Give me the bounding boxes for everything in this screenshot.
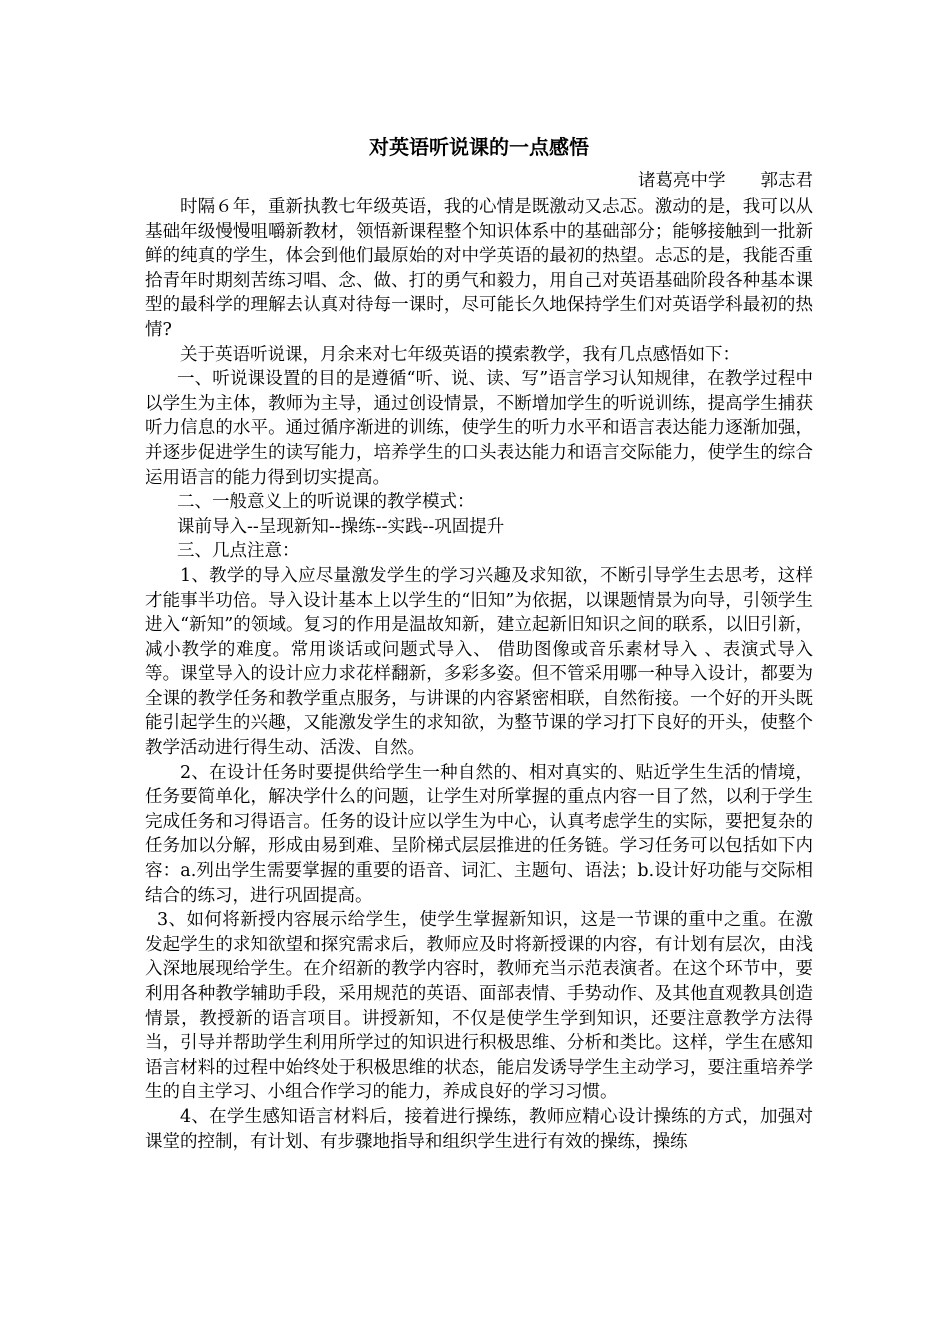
paragraph-lead: 关于英语听说课，月余来对七年级英语的摸索教学，我有几点感悟如下： — [180, 344, 740, 365]
document-title: 对英语听说课的一点感悟 — [369, 135, 589, 159]
author-byline: 诸葛亮中学 郭志君 — [638, 171, 813, 191]
paragraph-point-4: 4、在学生感知语言材料后，接着进行操练，教师应精心设计操练的方式，加强对课堂的控制，有计划、有步骤地指导和组织学生进行有效的操练，操练 — [145, 1106, 813, 1152]
paragraph-section-3: 三、几点注意： — [177, 541, 300, 562]
paragraph-point-2: 2、在设计任务时要提供给学生一种自然的、相对真实的、贴近学生生活的情境，任务要简单化，解决学什么的问题，让学生对所掌握的重点内容一目了然，以利于学生完成任务和习得语言。任务的设计应以学生为中心，认真考虑学生的实际，要把复杂的任务加以分解，形成由易到难、呈阶梯式层层推进的任务链。学习任务可以包括如下内容：a.列出学生需要掌握的重要的语音、词汇、主题句、语法；b.设计好功能与交际相结合的练习，进行巩固提高。 — [145, 762, 813, 906]
paragraph-section-2: 二、一般意义上的听说课的教学模式： — [177, 492, 475, 513]
paragraph-point-1: 1、教学的导入应尽量激发学生的学习兴趣及求知欲，不断引导学生去思考，这样才能事半功倍。导入设计基本上以学生的“旧知”为依据，以课题情景为向导，引领学生进入“新知”的领域。复习的作用是温故知新，建立起新旧知识之间的联系，以旧引新，减小教学的难度。常用谈话或问题式导入、 借助图像或音乐素材导入 、表演式导入等。课堂导入的设计应力求花样翻新，多彩多姿。但不管采用哪一种导入设计，都要为全课的教学任务和教学重点服务，与讲课的内容紧密相联，自然衔接。一个好的开头既能引起学生的兴趣，又能激发学生的求知欲，为整节课的学习打下良好的开头，使整个教学活动进行得生动、活泼、自然。 — [145, 565, 813, 759]
paragraph-point-3: 3、如何将新授内容展示给学生，使学生掌握新知识，这是一节课的重中之重。在激发起学生的求知欲望和探究需求后，教师应及时将新授课的内容，有计划有层次，由浅入深地展现给学生。在介绍新的教学内容时，教师充当示范表演者。在这个环节中，要利用各种教学辅助手段，采用规范的英语、面部表情、手势动作、及其他直观教具创造情景，教授新的语言项目。讲授新知，不仅是使学生学到知识，还要注意教学方法得当，引导并帮助学生利用所学过的知识进行积极思维、分析和类比。这样，学生在感知语言材料的过程中始终处于积极思维的状态，能启发诱导学生主动学习，要注重培养学生的自主学习、小组合作学习的能力，养成良好的学习习惯。 — [145, 910, 813, 1103]
paragraph-teaching-model: 课前导入--呈现新知--操练--实践--巩固提升 — [177, 516, 505, 537]
paragraph-intro: 时隔６年，重新执教七年级英语，我的心情是既激动又忐忑。激动的是，我可以从基础年级慢慢咀嚼新教材，领悟新课程整个知识体系中的基础部分；能够接触到一批新鲜的纯真的学生，体会到他们最原始的对中学英语的最初的热望。忐忑的是，我能否重拾青年时期刻苦练习唱、念、做、打的勇气和毅力，用自己对英语基础阶段各种基本课型的最科学的理解去认真对待每一课时，尽可能长久地保持学生们对英语学科最初的热情? — [145, 197, 813, 340]
paragraph-section-1: 一、听说课设置的目的是遵循“听、说、读、写”语言学习认知规律，在教学过程中以学生为主体，教师为主导，通过创设情景，不断增加学生的听说训练，提高学生捕获听力信息的水平。通过循序渐进的训练，使学生的听力水平和语言表达能力逐渐加强，并逐步促进学生的读写能力，培养学生的口头表达能力和语言交际能力，使学生的综合运用语言的能力得到切实提高。 — [145, 369, 813, 488]
document-page — [145, 132, 813, 1154]
